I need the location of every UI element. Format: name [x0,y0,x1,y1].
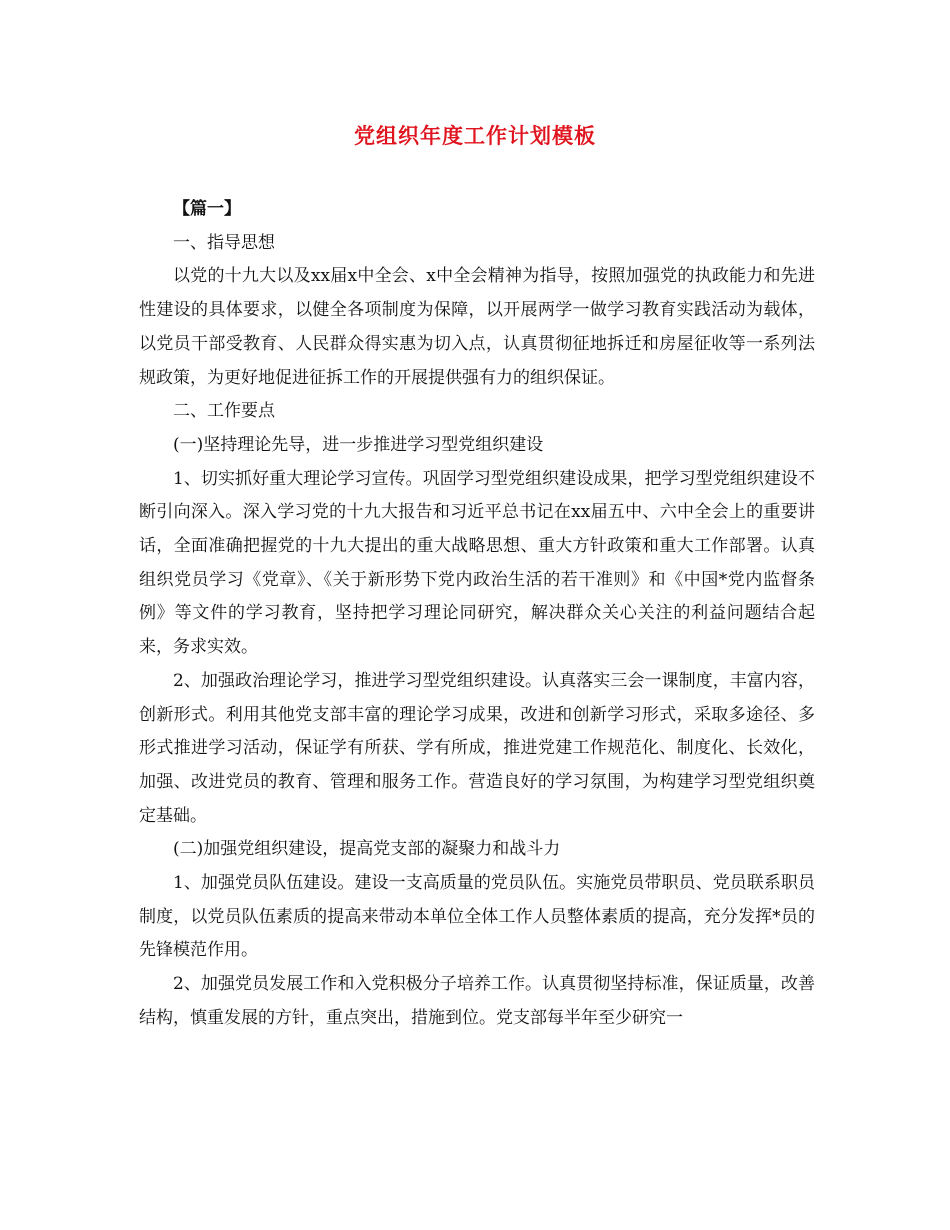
document-body [139,193,815,1036]
document-title: 党组织年度工作计划模板 [354,123,596,148]
paragraph: 2、加强党员发展工作和入党积极分子培养工作。认真贯彻坚持标准，保证质量，改善结构，慎重发展的方针，重点突出，措施到位。党支部每半年至少研究一 [139,974,815,1028]
paragraph: 以党的十九大以及xx届x中全会、x中全会精神为指导，按照加强党的执政能力和先进性建设的具体要求，以健全各项制度为保障，以开展两学一做学习教育实践活动为载体，以党员干部受教育、人民群众得实惠为切入点，认真贯彻征地拆迁和房屋征收等一系列法规政策，为更好地促进征拆工作的开展提供强有力的组织保证。 [139,266,815,388]
heading-guiding-ideology: 一、指导思想 [173,232,275,253]
paragraph: 1、加强党员队伍建设。建设一支高质量的党员队伍。实施党员带职员、党员联系职员制度，以党员队伍素质的提高来带动本单位全体工作人员整体素质的提高，充分发挥*员的先锋模范作用。 [139,873,815,961]
paragraph: 2、加强政治理论学习，推进学习型党组织建设。认真落实三会一课制度，丰富内容，创新形式。利用其他党支部丰富的理论学习成果，改进和创新学习形式，采取多途径、多形式推进学习活动，保证学有所获、学有所成，推进党建工作规范化、制度化、长效化，加强、改进党员的教育、管理和服务工作。营造良好的学习氛围，为构建学习型党组织奠定基础。 [139,670,815,826]
subheading-party-building: (二)加强党组织建设，提高党支部的凝聚力和战斗力 [173,839,561,860]
heading-work-points: 二、工作要点 [173,401,275,422]
subheading-theory-first: (一)坚持理论先导，进一步推进学习型党组织建设 [173,434,544,455]
section-marker: 【篇一】 [173,199,241,219]
paragraph: 1、切实抓好重大理论学习宣传。巩固学习型党组织建设成果，把学习型党组织建设不断引向深入。深入学习党的十九大报告和习近平总书记在xx届五中、六中全会上的重要讲话，全面准确把握党的十九大提出的重大战略思想、重大方针政策和重大工作部署。认真组织党员学习《党章》、《关于新形势下党内政治生活的若干准则》和《中国*党内监督条例》等文件的学习教育，坚持把学习理论同研究，解决群众关心关注的利益问题结合起来，务求实效。 [139,468,815,658]
